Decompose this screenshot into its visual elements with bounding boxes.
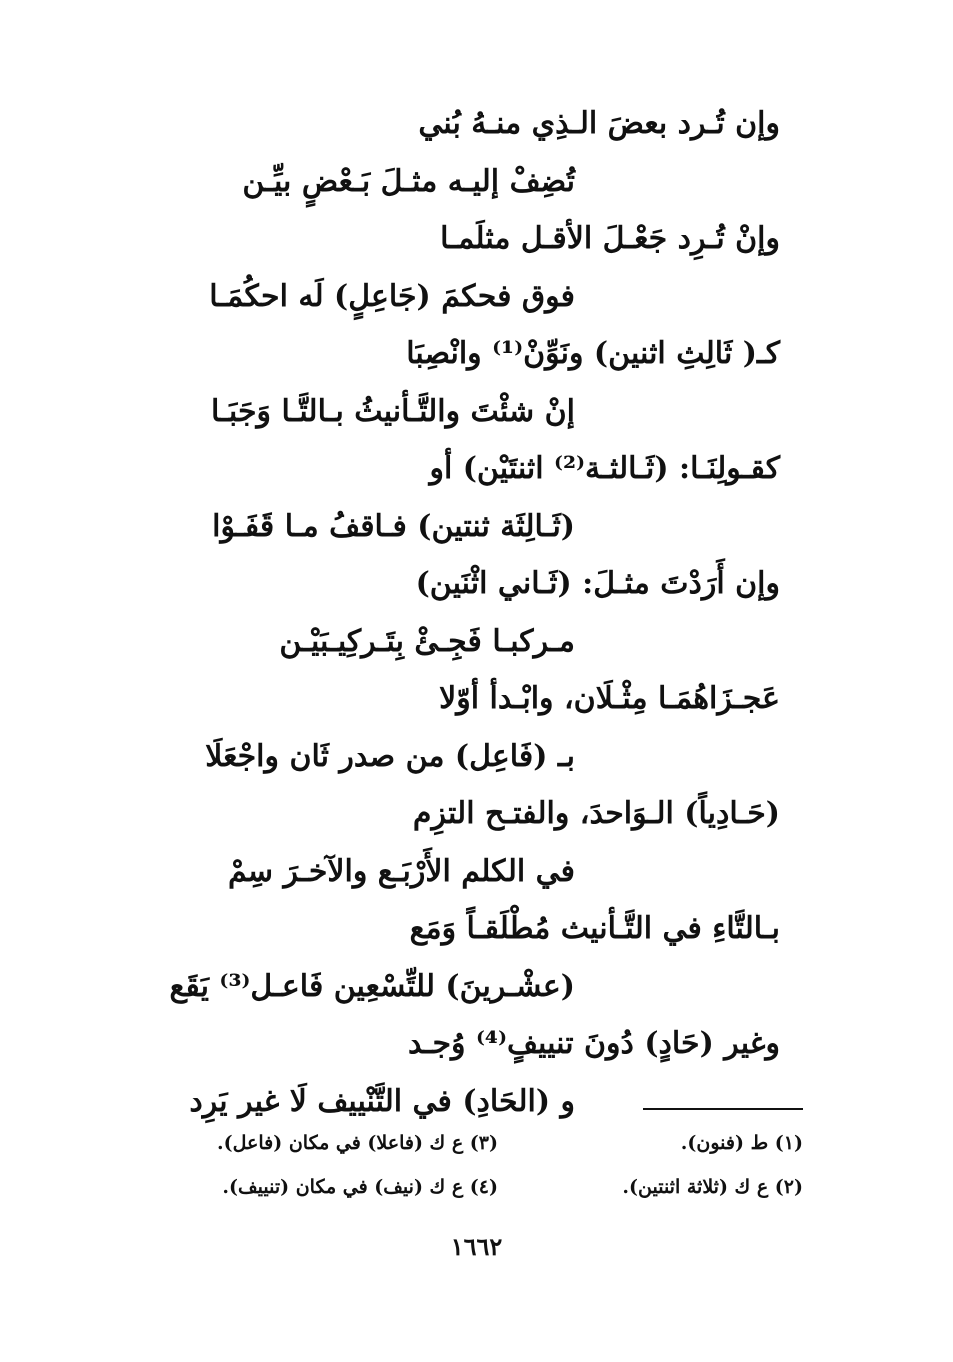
verse-line: في الكلم الأَرْبَـع والآخـرَ سِمْ (227, 853, 575, 889)
verse-line: فوق فحكمَ (جَاعِلٍ) لَه احكُمَـا (209, 278, 575, 314)
verse-line: وإنْ تُـرِد جَعْـلَ الأقـل مثلَمـا (440, 221, 780, 256)
page-number: ١٦٦٢ (450, 1232, 503, 1261)
footnote-4: (٤) ع ك (نيف) في مكان (تنييف). (222, 1176, 498, 1198)
verse-line: بـالتَّاءِ في التَّـأنيث مُطْلَقـاً وَمَع (409, 911, 780, 946)
footnote-2: (٢) ع ك (ثلاثة اثنتين). (622, 1176, 803, 1198)
verse-line: كـ( ثَالِثِ اثنين) ونَوِّنْ⁽¹⁾ وانْصِبَا (406, 336, 780, 371)
footnote-divider (643, 1108, 803, 1110)
verse-line: وغير (حَادٍ) دُونَ تنييفٍ⁽⁴⁾ وُجـد (407, 1026, 780, 1061)
verse-line: عَجـزَاهُمَـا مِثْـلَان، وابْـدأ أوّلا (439, 681, 780, 716)
poem-verses (160, 95, 780, 1130)
footnote-3: (٣) ع ك (فاعلا) في مكان (فاعل). (217, 1132, 498, 1154)
verse-line: إنْ شئْتَ والتَّـأنيثُ بـالتَّـا وَجَبَـا (210, 393, 575, 429)
verse-line: وإن أَرَدْتَ مثـلَ: (ثَـاني اثْنَين) (415, 566, 780, 601)
verse-line: (حَـادِياً) الـوَاحدَ، والفتـح التزِم (412, 796, 780, 831)
verse-line: مـركبـا فَجِـئْ بِتَـركِيـبَيْـن (279, 623, 575, 659)
verse-line: بـ (فَاعِل) من صدر ثَان واجْعَلَا (205, 738, 575, 774)
verse-line: و (الحَادِ) في التَّنْييف لَا غير يَرِد (189, 1083, 575, 1119)
verse-line: تُضِفْ إليـه مثـلَ بَـعْضٍ بيِّـن (242, 163, 575, 199)
footnote-1: (١) ط (فنون). (680, 1132, 803, 1154)
verse-line: وإن تُـرد بعضَ الـذِي منـهُ بُني (418, 106, 780, 141)
verse-line: (عشْـرينَ) للتِّسْعِين فَاعـل⁽³⁾ يَقَع (169, 968, 575, 1004)
verse-line: كقـولِنَـا: (ثَـالثـة⁽²⁾ اثنتَيْن) أو (429, 451, 780, 486)
verse-line: (ثَـالِثَة ثنتين) فـاقفُ مـا قَفَـوْا (212, 508, 575, 544)
